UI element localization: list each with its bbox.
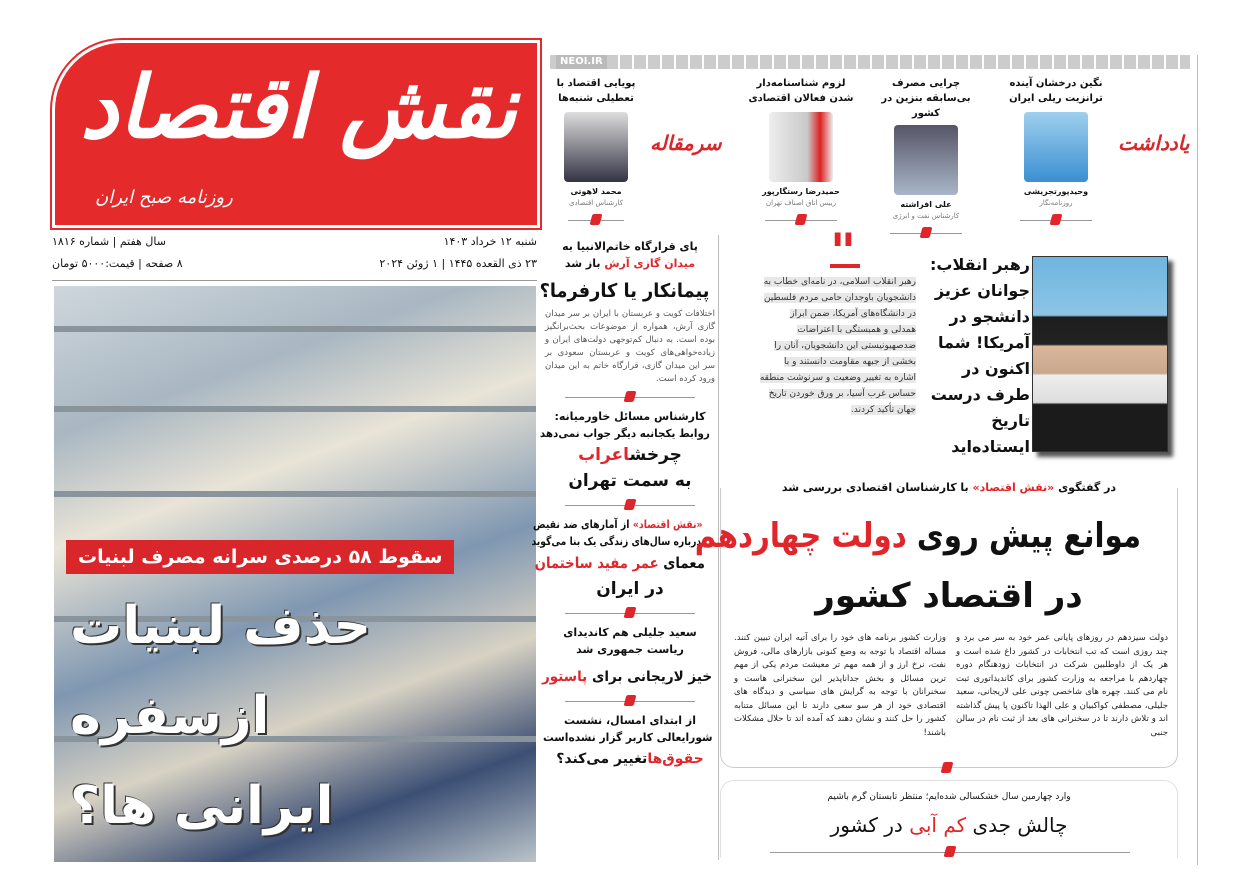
headline-red: دولت چهاردهم — [694, 516, 907, 556]
body-line: اشاره به تغییر وضعیت و سرنوشت منطقه — [759, 373, 916, 383]
bottom-headline[interactable] — [730, 810, 1168, 840]
page-marker-icon — [1020, 213, 1092, 227]
editorial-label: سرمقاله — [650, 131, 722, 155]
story-arabs[interactable] — [539, 408, 715, 494]
kicker-red: میدان گازی آرش — [604, 257, 696, 270]
story-building[interactable] — [531, 516, 715, 602]
columnist-name: وحیدپورتجریشی — [1023, 187, 1089, 196]
main-body-right: دولت سیزدهم در روزهای پایانی عمر خود به سر می برد و چند روزی است که تب انتخابات در کشور داغ شده است و هر یک از داوطلبین شرکت در انتخابات زودهنگام دوره چهاردهم با مراجعه به وزارت کشور برای کاندیداتوری ثبت نام می کنند. چهره های شاخصی چونی علی لاریجانی، سعید جلیلی، مصطفی کواکبیان و علی الهذا تاکنون پا پیش گذاشته اند و تلاش دارند تا در سخنرانی های بعد از ثبت نام در سالن جنبی — [956, 633, 1168, 738]
headline-red: کم آبی — [909, 813, 967, 837]
columnist-photo — [769, 112, 833, 182]
page-count: ۸ صفحه — [145, 257, 183, 270]
headline: خیز لاریجانی برای — [591, 669, 713, 685]
cover-kicker: سقوط ۵۸ درصدی سرانه مصرف لبنیات — [66, 540, 454, 574]
columnist-photo — [564, 112, 628, 182]
headline: چرخش — [629, 445, 682, 465]
kicker: باز شد — [564, 257, 601, 270]
main-body-left: وزارت کشور برنامه های خود را برای آتیه ایران تبیین کنند. مساله اقتصاد با توجه به وضع کنونی بازارهای مالی، فروش نفت، نرخ ارز و از همه مهم تر معیشت مردم یکی از مهم ترین مسائل و بخش جداناپذیر این سخنرانی هاست و سخنرانان با توجه به گرایش های سیاسی و دیدگاه های اقتصادی خود از هر سو سعی دارند تا این مسائل متنابه کشور را حل کنند و نشان دهند که آمده اند تا حلال مشکلات باشند! — [734, 633, 946, 738]
headline: پیمانکار یا کارفرما؟ — [539, 280, 710, 302]
leader-photo — [1032, 256, 1168, 452]
kicker: ریاست جمهوری شد — [576, 643, 684, 656]
kicker: در گفتگوی — [1058, 481, 1117, 494]
columnist-role: کارشناس نفت و انرژی — [892, 212, 960, 220]
site-label: NEOI.IR — [556, 55, 607, 69]
body-line: همدلی و همبستگی با اعتراضات — [797, 325, 916, 335]
columnist-name: علی افراشته — [900, 200, 952, 209]
middle-column — [531, 238, 715, 772]
columnist-card[interactable] — [1000, 76, 1112, 231]
headline-red: پاستور — [542, 669, 588, 685]
body-line: در دانشگاه‌های آمریکا، ضمن ابراز — [790, 309, 916, 319]
kicker: سعید جلیلی هم کاندیدای — [563, 626, 697, 639]
kicker: شورایعالی کاربر گزار نشده‌است — [542, 731, 713, 744]
column-title: چرایی مصرف بی‌سابقه بنزین در کشور — [881, 78, 971, 119]
headline-red: حقوق‌ها — [647, 751, 704, 767]
headline: تغییر می‌کند؟ — [556, 751, 648, 767]
cover-headline-1: حذف لبنیات — [70, 596, 372, 656]
kicker: از آمارهای ضد نقیض — [533, 518, 630, 531]
page-marker-icon — [765, 213, 837, 227]
headline: چالش جدی — [972, 813, 1068, 837]
main-headline[interactable] — [694, 508, 1142, 564]
columnist-role: رییس اتاق اصناف تهران — [765, 199, 836, 207]
body-line: جهان تأکید کردند. — [850, 405, 916, 415]
headline: در ایران — [596, 579, 664, 599]
body-line: بخشی از جبهه مقاومت دانستند و با — [783, 357, 916, 367]
logo-text: نقش اقتصاد — [79, 58, 517, 158]
body-text: اختلافات کویت و عربستان با ایران بر سر میدان گازی آرش، همواره از موضوعات بحث‌برانگیز بوده است. به دنبال کم‌توجهی دولت‌های ایران و زیاده‌خواهی‌های کویت و عربستان سعودی بر سر این میدان گازی، قرارگاه خاتم به این میدان ورود کرده است. — [545, 309, 715, 384]
main-headline-line2[interactable]: در اقتصاد کشور — [815, 576, 1083, 616]
columnist-card[interactable] — [548, 76, 644, 231]
page-marker-icon — [941, 762, 954, 773]
column-title: لزوم شناسنامه‌دار شدن فعالان اقتصادی — [748, 78, 854, 104]
story-larijani[interactable] — [542, 624, 715, 690]
columnist-role: روزنامه‌نگار — [1039, 199, 1073, 207]
headline-red: اعراب — [578, 445, 630, 465]
headline: به سمت تهران — [568, 471, 692, 491]
main-kicker — [730, 480, 1168, 496]
page-marker-icon — [565, 606, 695, 620]
body-line: دانشجویان باوجدان حامی مردم فلسطین — [763, 293, 916, 303]
bottom-kicker: وارد چهارمین سال خشکسالی شده‌ایم؛ منتظر تابستان گرم باشیم — [827, 792, 1071, 802]
page-marker-icon — [770, 845, 1130, 859]
kicker: روابط یکجانبه دیگر جواب نمی‌دهد — [539, 427, 710, 440]
page-border — [1197, 55, 1198, 865]
headline: در کشور — [830, 813, 903, 837]
kicker: از ابتدای امسال، نشست — [564, 714, 696, 727]
logo-subtitle: روزنامه صبح ایران — [95, 187, 233, 208]
date-solar: شنبه ۱۲ خرداد ۱۴۰۳ — [443, 235, 537, 248]
columnist-photo — [1024, 112, 1088, 182]
top-strip-bar — [550, 55, 1190, 69]
leader-body[interactable] — [722, 274, 916, 418]
divider — [52, 280, 537, 281]
page-marker-icon — [890, 226, 962, 240]
date-other: ۲۳ ذی القعده ۱۴۴۵ | ۱ ژوئن ۲۰۲۴ — [379, 257, 537, 270]
columnist-name: محمد لاهوتی — [570, 187, 622, 196]
page-marker-icon — [565, 390, 695, 404]
kicker: کارشناس مسائل خاورمیانه: — [554, 410, 706, 423]
cover-headline-2: ازسفره — [70, 686, 270, 746]
kicker: پای قرارگاه خاتم‌الانبیا به — [562, 240, 698, 253]
body-line: حساس غرب آسیا، بر ورق خوردن تاریخ — [768, 389, 916, 399]
kicker-red: «نقش اقتصاد» — [972, 481, 1055, 494]
headline: معمای — [663, 554, 705, 572]
kicker-red: «نقش اقتصاد» — [632, 518, 703, 531]
cover-photo — [54, 286, 536, 862]
quote-icon: " — [830, 232, 860, 268]
headline: موانع پیش روی — [916, 516, 1142, 556]
column-title: پویایی اقتصاد با تعطیلی شنبه‌ها — [556, 78, 636, 104]
kicker: درباره سال‌های زندگی یک بنا می‌گوید — [531, 535, 702, 548]
columnist-role: کارشناس اقتصادی — [569, 199, 623, 207]
issue-info: شنبه ۱۲ خرداد ۱۴۰۳ سال هفتم | شماره ۱۸۱۶ ۲۳ ذی القعده ۱۴۴۵ | ۱ ژوئن ۲۰۲۴ ۸ صفحه | قیمت:۵۰۰۰ تومان — [52, 235, 537, 279]
page-marker-icon — [568, 213, 624, 227]
cover-headline-3: ایرانی ها؟ — [70, 776, 334, 836]
issue-number: شماره ۱۸۱۶ — [52, 235, 110, 248]
notes-label: یادداشت — [1118, 131, 1190, 155]
body-line: رهبر انقلاب اسلامی، در نامه‌ای خطاب به — [763, 277, 916, 287]
year: سال هفتم — [119, 235, 166, 248]
columnist-name: حمیدرضا رستگارپور — [762, 187, 840, 196]
column-title: نگین درخشان آینده ترانزیت ریلی ایران — [1009, 78, 1103, 104]
body-line: ضدصهیونیستی این دانشجویان، آنان را — [774, 341, 916, 351]
story-salaries[interactable] — [542, 712, 715, 772]
masthead-logo — [52, 40, 540, 228]
columnist-card[interactable] — [870, 76, 982, 244]
page-marker-icon — [565, 498, 695, 512]
story-arash[interactable] — [539, 238, 715, 386]
price: قیمت:۵۰۰۰ تومان — [52, 257, 135, 270]
leader-headline[interactable]: رهبر انقلاب: جوانان عزیز دانشجو در آمریکا! شما اکنون در طرف درست تاریخ ایستاده‌اید — [930, 255, 1030, 456]
columnist-card[interactable] — [745, 76, 857, 231]
headline-red: عمر مفید ساختمان — [534, 554, 659, 572]
columnist-photo — [894, 125, 958, 195]
page-marker-icon — [565, 694, 695, 708]
kicker: با کارشناسان اقتصادی بررسی شد — [781, 481, 969, 494]
